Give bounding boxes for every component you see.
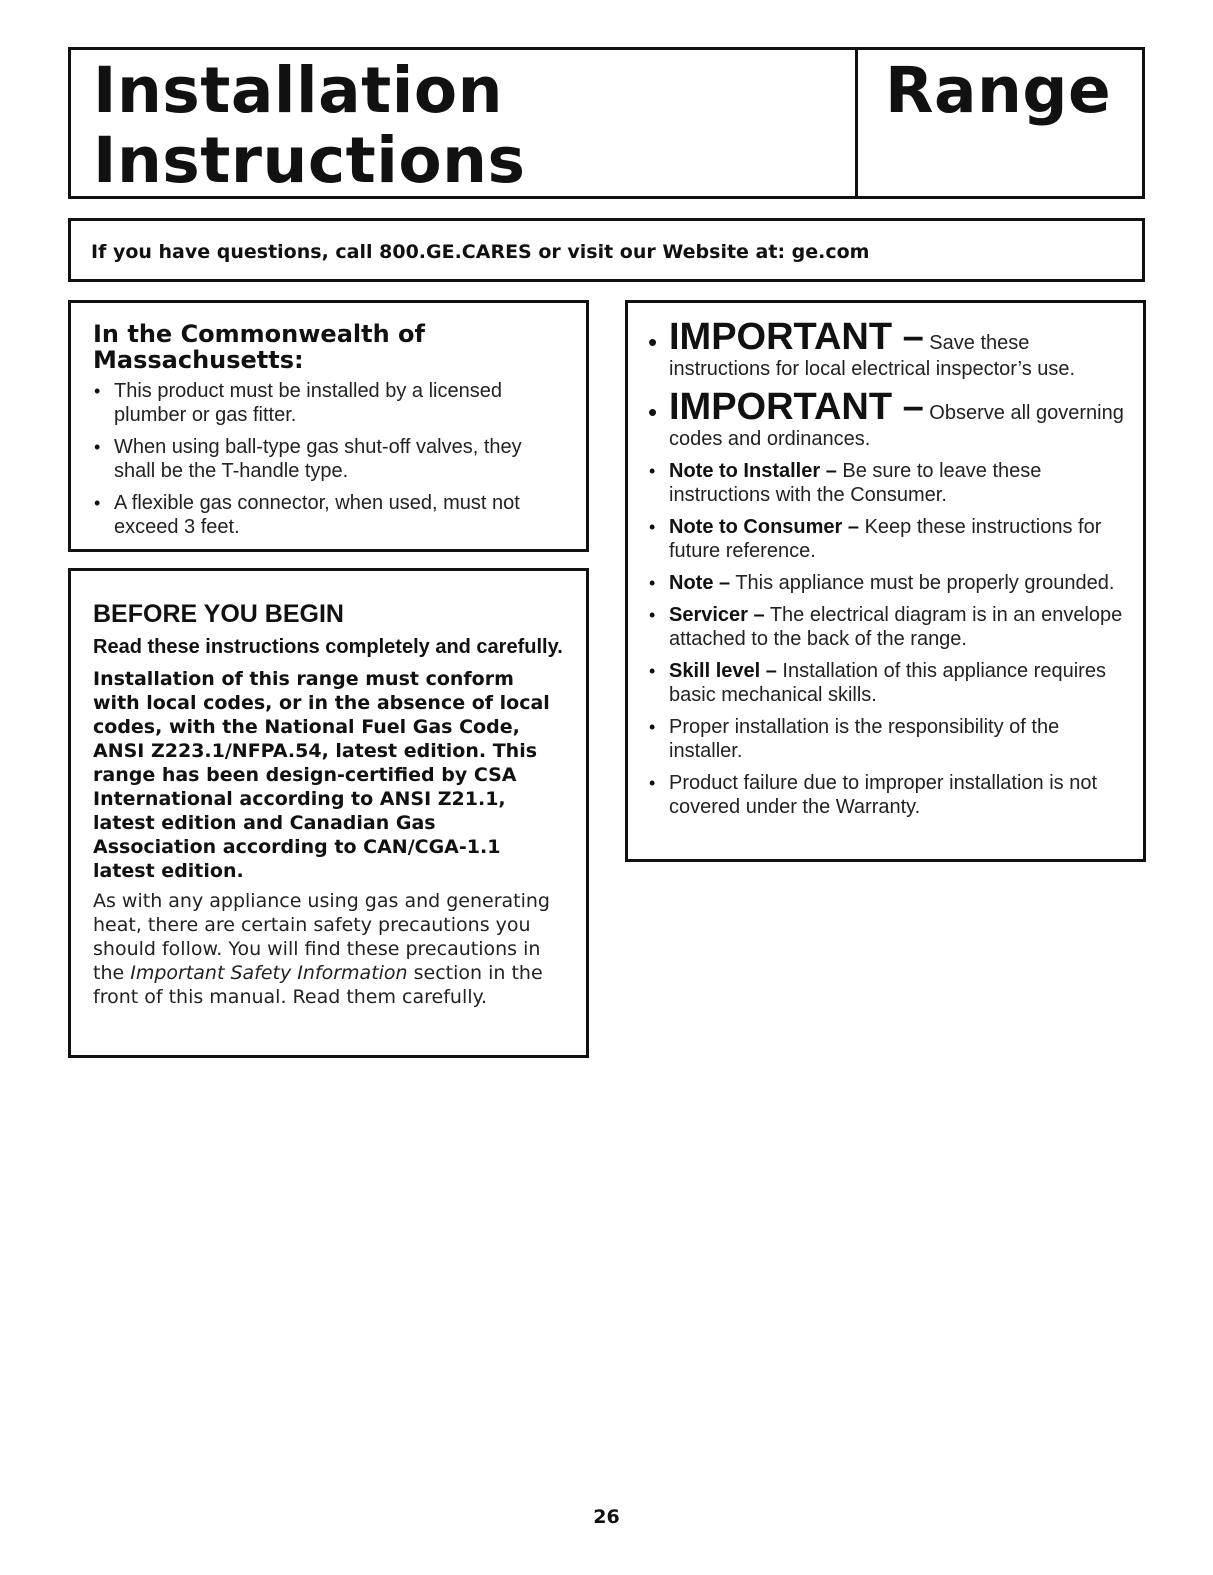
list-item	[648, 659, 1125, 707]
safety-reference: Important Safety Information	[130, 962, 408, 984]
massachusetts-box	[68, 300, 589, 552]
notes-box	[625, 300, 1146, 862]
bullet-icon: •	[648, 397, 658, 427]
important-text-line-2: codes and ordinances.	[669, 428, 871, 450]
note-text: Keep these instructions for future reference.	[669, 516, 1102, 562]
conform-notice: Installation of this range must conform with local codes, or in the absence of local codes, with the National Fuel Gas Code, ANSI Z223.1/NFPA.54, latest edition. This range has been design-certified by CSA International according to ANSI Z21.1, latest edition and Canadian Gas Association according to CAN/CGA-1.1 latest edition.	[93, 668, 550, 882]
note-label: Note to Consumer –	[669, 516, 860, 538]
important-notice-1	[648, 317, 1125, 381]
product-box	[855, 47, 1145, 199]
note-label: Note to Installer –	[669, 460, 837, 482]
massachusetts-heading-line-1: In the Commonwealth of	[93, 320, 425, 348]
product-title: Range	[885, 54, 1112, 127]
list-item: • This product must be installed by a licensed plumber or gas fitter.	[93, 379, 564, 427]
massachusetts-heading-line-2: Massachusetts:	[93, 346, 304, 374]
note-label: Note –	[669, 572, 731, 594]
list-item: • A flexible gas connector, when used, must not exceed 3 feet.	[93, 491, 564, 539]
note-label: Skill level –	[669, 660, 777, 682]
list-item	[648, 571, 1125, 595]
before-you-begin-heading: BEFORE YOU BEGIN	[93, 600, 344, 628]
title-line-1: Installation	[93, 54, 503, 127]
note-label: Servicer –	[669, 604, 765, 626]
important-label: IMPORTANT –	[669, 386, 924, 428]
list-item	[648, 715, 1125, 763]
safety-text-end: section in the front of this manual. Read them carefully.	[93, 962, 543, 1008]
bullet-icon: •	[648, 327, 658, 357]
list-item	[648, 515, 1125, 563]
title-box	[68, 47, 858, 199]
important-text: Observe all governing	[923, 402, 1124, 424]
note-text: This appliance must be properly grounded.	[730, 572, 1115, 594]
important-label: IMPORTANT –	[669, 316, 924, 358]
note-text: Product failure due to improper installation is not covered under the Warranty.	[669, 772, 1098, 818]
read-notice: Read these instructions completely and carefully.	[93, 636, 563, 658]
contact-bar	[68, 218, 1145, 282]
massachusetts-list	[93, 379, 564, 539]
notes-list	[648, 459, 1125, 819]
page-number: 26	[593, 1506, 620, 1528]
important-text-line-2: instructions for local electrical inspector’s use.	[669, 358, 1076, 380]
note-text: Proper installation is the responsibility of the installer.	[669, 716, 1060, 762]
massachusetts-heading	[93, 321, 564, 373]
page-title	[93, 56, 526, 196]
note-text: Installation of this appliance requires basic mechanical skills.	[669, 660, 1106, 706]
list-item	[648, 603, 1125, 651]
note-text: The electrical diagram is in an envelope attached to the back of the range.	[669, 604, 1123, 650]
before-you-begin-box	[68, 568, 589, 1058]
list-item	[648, 771, 1125, 819]
note-text: Be sure to leave these instructions with the Consumer.	[669, 460, 1042, 506]
contact-text: If you have questions, call 800.GE.CARES or visit our Website at: ge.com	[91, 241, 870, 263]
important-notice-2	[648, 387, 1125, 451]
title-line-2: Instructions	[93, 124, 526, 197]
list-item	[648, 459, 1125, 507]
safety-text-start: As with any appliance using gas and generating heat, there are certain safety precautions you should follow. You will find these precautions in the	[93, 890, 550, 984]
list-item: • When using ball-type gas shut-off valves, they shall be the T-handle type.	[93, 435, 564, 483]
important-text: Save these	[923, 332, 1030, 354]
safety-paragraph	[93, 889, 564, 1009]
